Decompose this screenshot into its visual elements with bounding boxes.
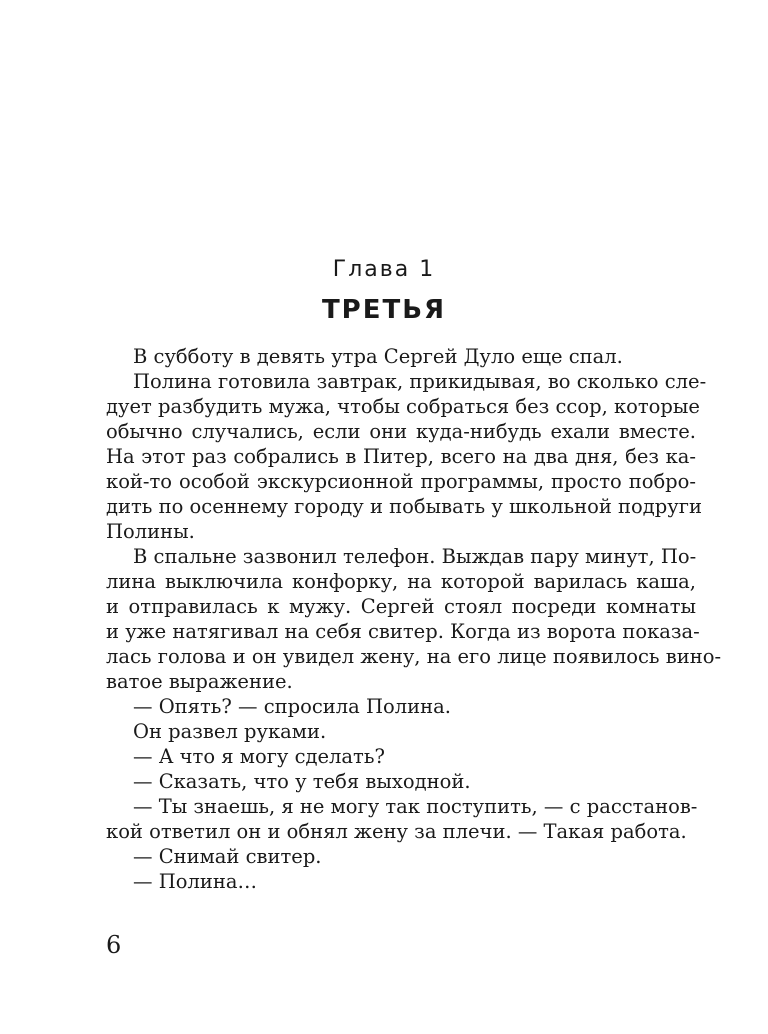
text-line: кой ответил он и обнял жену за плечи. — Такая работа. xyxy=(106,820,687,843)
text-line: ватое выражение. xyxy=(106,670,293,693)
text-line: — Сказать, что у тебя выходной. xyxy=(133,770,471,793)
text-line: Полина готовила завтрак, прикидывая, во сколько сле- xyxy=(133,370,707,393)
chapter-title: ТРЕТЬЯ xyxy=(321,295,447,325)
text-line: На этот раз собрались в Питер, всего на два дня, без ка- xyxy=(106,445,696,468)
text-line: и уже натягивал на себя свитер. Когда из ворота показа- xyxy=(106,620,700,643)
text-line: Он развел руками. xyxy=(133,720,327,743)
body-text xyxy=(106,344,722,894)
text-line: лась голова и он увидел жену, на его лице появилось вино- xyxy=(106,645,722,668)
text-line: — А что я могу сделать? xyxy=(133,745,385,768)
text-line: — Снимай свитер. xyxy=(133,845,322,868)
text-line: — Ты знаешь, я не могу так поступить, — с расстанов- xyxy=(133,795,698,818)
text-line: дует разбудить мужа, чтобы собраться без ссор, которые xyxy=(106,395,700,418)
text-line: В субботу в девять утра Сергей Дуло еще спал. xyxy=(133,345,623,368)
text-line: — Полина… xyxy=(133,870,257,893)
text-line: кой-то особой экскурсионной программы, просто побро- xyxy=(106,470,696,493)
text-line: Полины. xyxy=(106,520,195,543)
text-line: дить по осеннему городу и побывать у школьной подруги xyxy=(106,495,702,518)
text-line: В спальне зазвонил телефон. Выждав пару минут, По- xyxy=(133,545,697,568)
page-number: 6 xyxy=(106,931,122,959)
text-line: обычно случались, если они куда-нибудь ехали вместе. xyxy=(106,420,696,443)
text-line: — Опять? — спросила Полина. xyxy=(133,695,451,718)
text-line: и отправилась к мужу. Сергей стоял посреди комнаты xyxy=(106,595,696,618)
text-line: лина выключила конфорку, на которой варилась каша, xyxy=(106,570,696,593)
chapter-label: Глава 1 xyxy=(332,257,436,282)
